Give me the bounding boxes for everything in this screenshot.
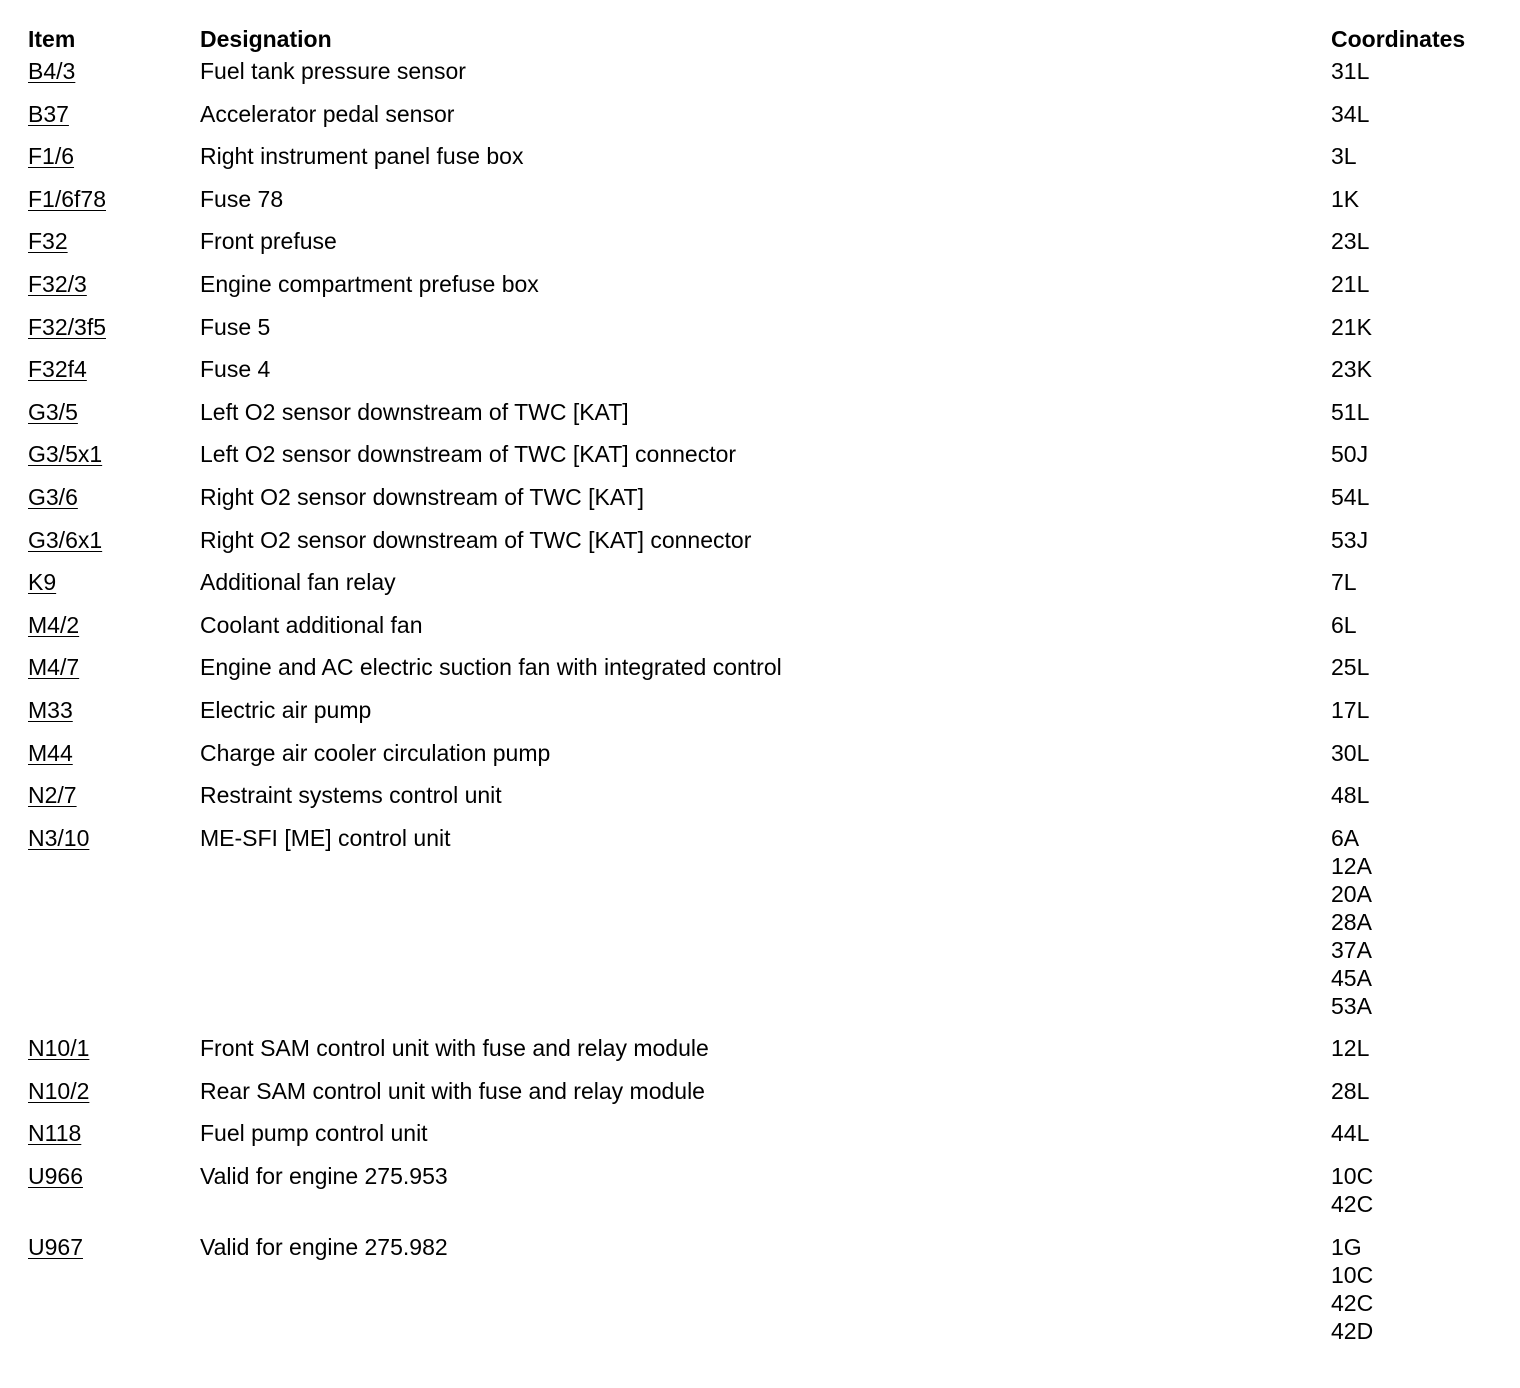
coordinate-value: 34L [1331, 100, 1370, 127]
table-row [28, 1119, 1498, 1162]
item-link[interactable]: N10/1 [28, 1035, 90, 1062]
coordinate-value: 6A [1331, 824, 1360, 851]
coordinates-cell [1331, 696, 1498, 739]
table-row [28, 653, 1498, 696]
item-link[interactable]: U966 [28, 1163, 83, 1190]
item-cell [28, 1119, 200, 1162]
coordinates-cell [1331, 185, 1498, 228]
designation-cell: Accelerator pedal sensor [200, 100, 455, 127]
designation-cell: Right instrument panel fuse box [200, 143, 524, 170]
coordinate-value: 7L [1331, 569, 1357, 596]
designation-cell: Fuel pump control unit [200, 1120, 428, 1147]
table-row [28, 227, 1498, 270]
coordinate-value: 23K [1331, 356, 1372, 383]
coordinate-value: 28L [1331, 1077, 1370, 1104]
coordinate-value: 53A [1331, 992, 1372, 1019]
designation-cell: Right O2 sensor downstream of TWC [KAT] connector [200, 526, 752, 553]
coordinate-value: 44L [1331, 1120, 1370, 1147]
item-cell [28, 313, 200, 356]
coordinates-cell [1331, 1034, 1498, 1077]
coordinates-cell [1331, 781, 1498, 824]
item-cell [28, 781, 200, 824]
item-cell [28, 611, 200, 654]
designation-cell: Front SAM control unit with fuse and relay module [200, 1035, 709, 1062]
coordinates-cell [1331, 739, 1498, 782]
coordinates-cell [1331, 611, 1498, 654]
table-row [28, 1034, 1498, 1077]
item-link[interactable]: M44 [28, 739, 73, 766]
coordinates-cell [1331, 57, 1498, 100]
table-header [28, 25, 1498, 57]
designation-cell: Rear SAM control unit with fuse and relay module [200, 1077, 705, 1104]
item-cell [28, 739, 200, 782]
coordinate-value: 54L [1331, 483, 1370, 510]
coordinate-value: 20A [1331, 880, 1372, 907]
coordinates-cell [1331, 398, 1498, 441]
table-row [28, 100, 1498, 143]
item-link[interactable]: B37 [28, 100, 69, 127]
header-item: Item [28, 26, 76, 52]
item-cell [28, 185, 200, 228]
coordinates-cell [1331, 270, 1498, 313]
coordinates-cell [1331, 1233, 1498, 1360]
item-link[interactable]: F32 [28, 228, 68, 255]
item-link[interactable]: G3/6x1 [28, 526, 103, 553]
item-cell [28, 568, 200, 611]
designation-cell: Coolant additional fan [200, 611, 423, 638]
item-cell [28, 653, 200, 696]
table-row [28, 526, 1498, 569]
table-row [28, 398, 1498, 441]
coordinates-cell [1331, 355, 1498, 398]
table-row [28, 355, 1498, 398]
coordinate-value: 25L [1331, 654, 1370, 681]
table-row [28, 313, 1498, 356]
item-cell [28, 398, 200, 441]
designation-cell: Engine and AC electric suction fan with integrated control [200, 654, 782, 681]
coordinate-value: 1K [1331, 185, 1360, 212]
table-row [28, 185, 1498, 228]
item-link[interactable]: G3/6 [28, 483, 78, 510]
table-row [28, 483, 1498, 526]
table-row [28, 696, 1498, 739]
designation-cell: Charge air cooler circulation pump [200, 739, 551, 766]
coordinates-cell [1331, 653, 1498, 696]
coordinates-cell [1331, 824, 1498, 1035]
coordinate-value: 48L [1331, 782, 1370, 809]
coordinates-cell [1331, 568, 1498, 611]
table-row [28, 57, 1498, 100]
coordinate-value: 12A [1331, 852, 1372, 879]
table-row [28, 142, 1498, 185]
coordinates-cell [1331, 483, 1498, 526]
coordinate-value: 45A [1331, 964, 1372, 991]
coordinate-value: 51L [1331, 398, 1370, 425]
designation-cell: Engine compartment prefuse box [200, 270, 539, 297]
item-cell [28, 142, 200, 185]
table-body [28, 57, 1498, 1359]
coordinate-value: 10C [1331, 1261, 1374, 1288]
coordinate-value: 28A [1331, 908, 1372, 935]
designation-cell: Fuse 5 [200, 313, 271, 340]
coordinate-value: 6L [1331, 611, 1357, 638]
item-link[interactable]: N2/7 [28, 782, 77, 809]
coordinate-value: 1G [1331, 1233, 1362, 1260]
coordinate-value: 50J [1331, 441, 1369, 468]
designation-cell: Right O2 sensor downstream of TWC [KAT] [200, 483, 644, 510]
designation-cell: Left O2 sensor downstream of TWC [KAT] connector [200, 441, 737, 468]
item-cell [28, 824, 200, 1035]
item-cell [28, 483, 200, 526]
item-link[interactable]: U967 [28, 1233, 83, 1260]
item-cell [28, 526, 200, 569]
item-link[interactable]: F1/6f78 [28, 185, 106, 212]
item-cell [28, 1233, 200, 1360]
item-link[interactable]: F32f4 [28, 356, 87, 383]
designation-cell: Fuse 4 [200, 356, 271, 383]
table-row [28, 270, 1498, 313]
item-link[interactable]: F32/3f5 [28, 313, 106, 340]
coordinate-value: 53J [1331, 526, 1369, 553]
header-row [28, 25, 1498, 57]
coordinate-value: 17L [1331, 696, 1370, 723]
coordinate-value: 42C [1331, 1191, 1374, 1218]
coordinates-cell [1331, 1119, 1498, 1162]
item-cell [28, 440, 200, 483]
header-designation: Designation [200, 26, 332, 52]
designation-cell: Valid for engine 275.953 [200, 1163, 448, 1190]
coordinate-value: 30L [1331, 739, 1370, 766]
designation-cell: Valid for engine 275.982 [200, 1233, 448, 1260]
item-link[interactable]: N118 [28, 1120, 82, 1147]
coordinates-cell [1331, 526, 1498, 569]
item-cell [28, 1034, 200, 1077]
table-row [28, 440, 1498, 483]
table-row [28, 1077, 1498, 1120]
item-link[interactable]: K9 [28, 569, 57, 596]
header-coordinates: Coordinates [1331, 26, 1466, 52]
coordinate-value: 31L [1331, 58, 1370, 84]
table-row [28, 781, 1498, 824]
coordinate-value: 42D [1331, 1317, 1374, 1344]
table-row [28, 739, 1498, 782]
item-cell [28, 1077, 200, 1120]
coordinate-value: 23L [1331, 228, 1370, 255]
item-cell [28, 696, 200, 739]
coordinate-value: 37A [1331, 936, 1372, 963]
designation-cell: Electric air pump [200, 696, 372, 723]
item-link[interactable]: B4/3 [28, 58, 76, 84]
item-cell [28, 57, 200, 100]
coordinates-cell [1331, 440, 1498, 483]
table-row [28, 824, 1498, 1035]
item-link[interactable]: F1/6 [28, 143, 75, 170]
item-link[interactable]: N10/2 [28, 1077, 90, 1104]
coordinate-value: 21L [1331, 270, 1370, 297]
table-row [28, 611, 1498, 654]
table-row [28, 1162, 1498, 1233]
item-link[interactable]: M4/2 [28, 611, 80, 638]
table-row [28, 1233, 1498, 1360]
coordinates-cell [1331, 1162, 1498, 1233]
item-cell [28, 100, 200, 143]
designation-cell: Front prefuse [200, 228, 337, 255]
designation-cell: Fuse 78 [200, 185, 284, 212]
item-link[interactable]: G3/5 [28, 398, 78, 425]
coordinates-cell [1331, 100, 1498, 143]
designation-cell: Left O2 sensor downstream of TWC [KAT] [200, 398, 629, 425]
item-link[interactable]: N3/10 [28, 824, 90, 851]
designation-cell: Fuel tank pressure sensor [200, 58, 466, 84]
coordinates-cell [1331, 313, 1498, 356]
coordinates-cell [1331, 1077, 1498, 1120]
coordinate-value: 42C [1331, 1289, 1374, 1316]
component-legend-table [28, 25, 1498, 1359]
item-link[interactable]: M4/7 [28, 654, 80, 681]
item-link[interactable]: F32/3 [28, 270, 87, 297]
designation-cell: Restraint systems control unit [200, 782, 502, 809]
item-cell [28, 270, 200, 313]
coordinate-value: 21K [1331, 313, 1372, 340]
item-cell [28, 227, 200, 270]
table-row [28, 568, 1498, 611]
coordinates-cell [1331, 142, 1498, 185]
item-cell [28, 355, 200, 398]
coordinate-value: 12L [1331, 1035, 1370, 1062]
coordinate-value: 10C [1331, 1163, 1374, 1190]
item-link[interactable]: G3/5x1 [28, 441, 103, 468]
coordinates-cell [1331, 227, 1498, 270]
item-link[interactable]: M33 [28, 696, 73, 723]
item-cell [28, 1162, 200, 1233]
designation-cell: ME-SFI [ME] control unit [200, 824, 451, 851]
designation-cell: Additional fan relay [200, 569, 396, 596]
coordinate-value: 3L [1331, 143, 1357, 170]
